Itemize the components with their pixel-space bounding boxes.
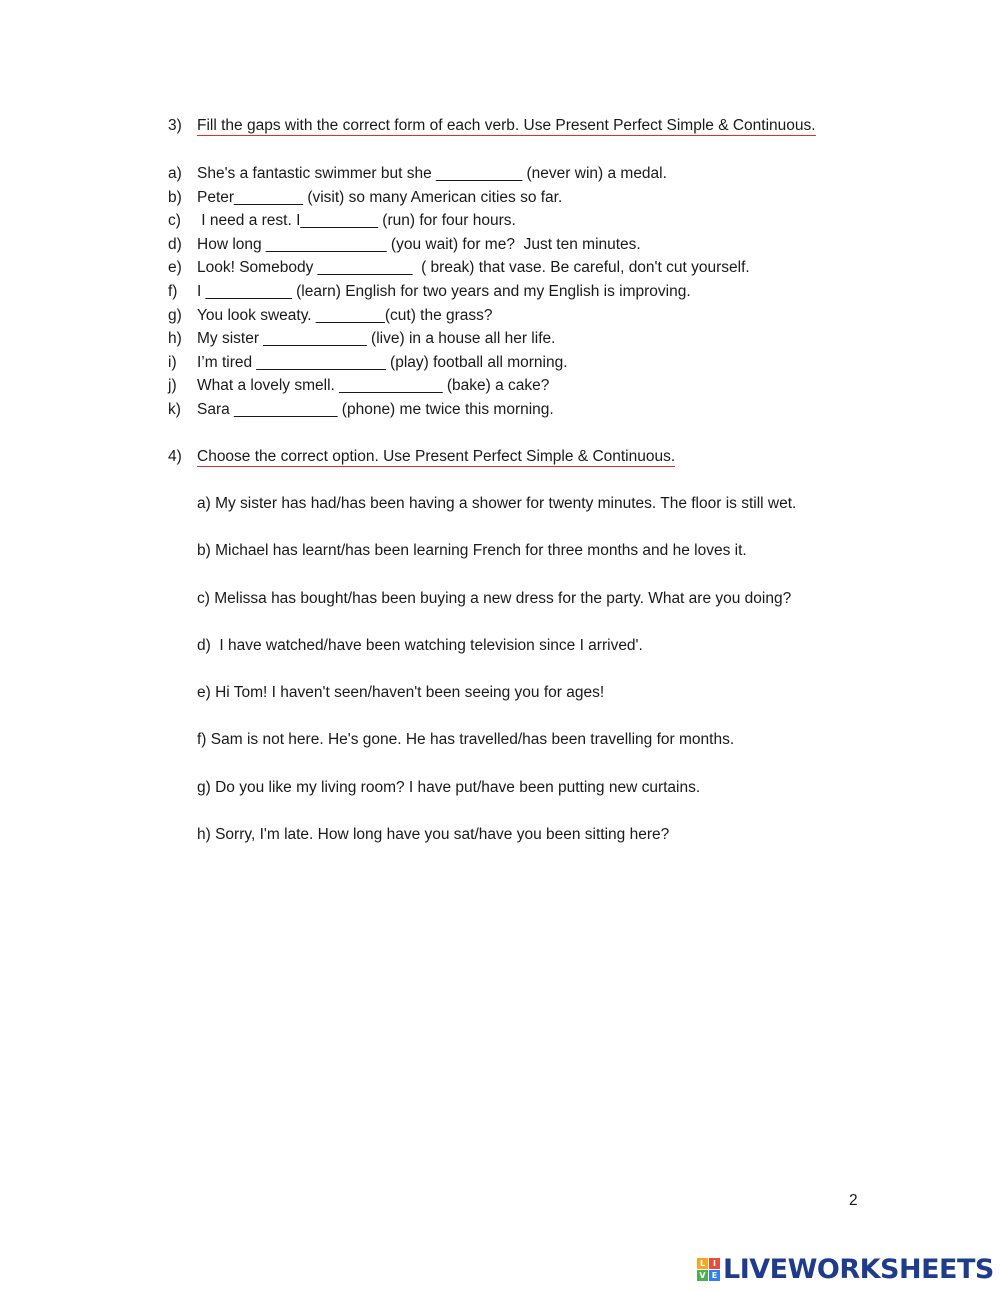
item-text: How long ______________ (you wait) for me? Just ten minutes. [197, 235, 641, 253]
item-letter: d) [168, 235, 182, 253]
item-letter: e) [168, 259, 182, 277]
item-letter: f) [168, 282, 178, 300]
item-text: My sister ____________ (live) in a house all her life. [197, 330, 556, 348]
page-number: 2 [849, 1192, 858, 1209]
fill-gaps-list [168, 164, 888, 424]
item-text: She's a fantastic swimmer but she __________ (never win) a medal. [197, 165, 667, 182]
exercise-item [168, 235, 888, 259]
item-text: I need a rest. I_________ (run) for four hours. [197, 212, 516, 230]
exercise-item [168, 258, 888, 282]
item-letter: h) [168, 330, 182, 348]
choose-option-list [197, 494, 897, 872]
item-letter: i) [168, 353, 177, 371]
item-letter: b) [168, 188, 182, 206]
exercise-item [168, 400, 888, 424]
item-text: Peter________ (visit) so many American cities so far. [197, 188, 563, 206]
item-letter: c) [168, 212, 181, 230]
item-letter: g) [168, 306, 182, 324]
item-text: Look! Somebody ___________ ( break) that vase. Be careful, don't cut yourself. [197, 259, 750, 277]
liveworksheets-logo [697, 1254, 994, 1284]
logo-mark-letter: V [697, 1270, 708, 1281]
item-letter: j) [168, 377, 177, 395]
section-3-heading [168, 117, 816, 135]
choice-item: h) Sorry, I'm late. How long have you sat/have you been sitting here? [197, 826, 670, 844]
choice-item: g) Do you like my living room? I have put/have been putting new curtains. [197, 778, 701, 796]
exercise-item [168, 188, 888, 212]
choice-item: e) Hi Tom! I haven't seen/haven't been seeing you for ages! [197, 684, 605, 702]
section-3-instruction: Fill the gaps with the correct form of each verb. Use Present Perfect Simple & Continuous. [197, 117, 816, 134]
exercise-item [168, 329, 888, 353]
choice-item: b) Michael has learnt/has been learning French for three months and he loves it. [197, 542, 747, 560]
item-letter: k) [168, 400, 181, 418]
item-text: Sara ____________ (phone) me twice this morning. [197, 400, 554, 418]
logo-mark-letter: E [709, 1270, 720, 1281]
logo-mark-icon [697, 1258, 720, 1281]
choice-item: a) My sister has had/has been having a shower for twenty minutes. The floor is still wet. [197, 495, 797, 512]
item-text: You look sweaty. ________(cut) the grass? [197, 306, 493, 324]
logo-mark-letter: L [697, 1258, 708, 1269]
item-text: I __________ (learn) English for two years and my English is improving. [197, 282, 691, 300]
choice-item: f) Sam is not here. He's gone. He has travelled/has been travelling for months. [197, 731, 735, 749]
logo-text: LIVEWORKSHEETS [723, 1253, 994, 1285]
item-text: What a lovely smell. ____________ (bake) a cake? [197, 377, 550, 395]
exercise-item [168, 353, 888, 377]
item-text: I’m tired _______________ (play) football all morning. [197, 353, 568, 371]
logo-mark-letter: I [709, 1258, 720, 1269]
choice-item: d) I have watched/have been watching television since I arrived'. [197, 636, 643, 654]
choice-item: c) Melissa has bought/has been buying a new dress for the party. What are you doing? [197, 589, 792, 607]
item-letter: a) [168, 165, 182, 182]
exercise-item [168, 211, 888, 235]
exercise-item [168, 282, 888, 306]
section-4-instruction: Choose the correct option. Use Present Perfect Simple & Continuous. [197, 448, 676, 465]
section-4-heading [168, 448, 675, 466]
section-3-number: 3) [168, 117, 182, 134]
exercise-item [168, 164, 888, 188]
section-4-number: 4) [168, 448, 182, 465]
exercise-item [168, 306, 888, 330]
exercise-item [168, 376, 888, 400]
